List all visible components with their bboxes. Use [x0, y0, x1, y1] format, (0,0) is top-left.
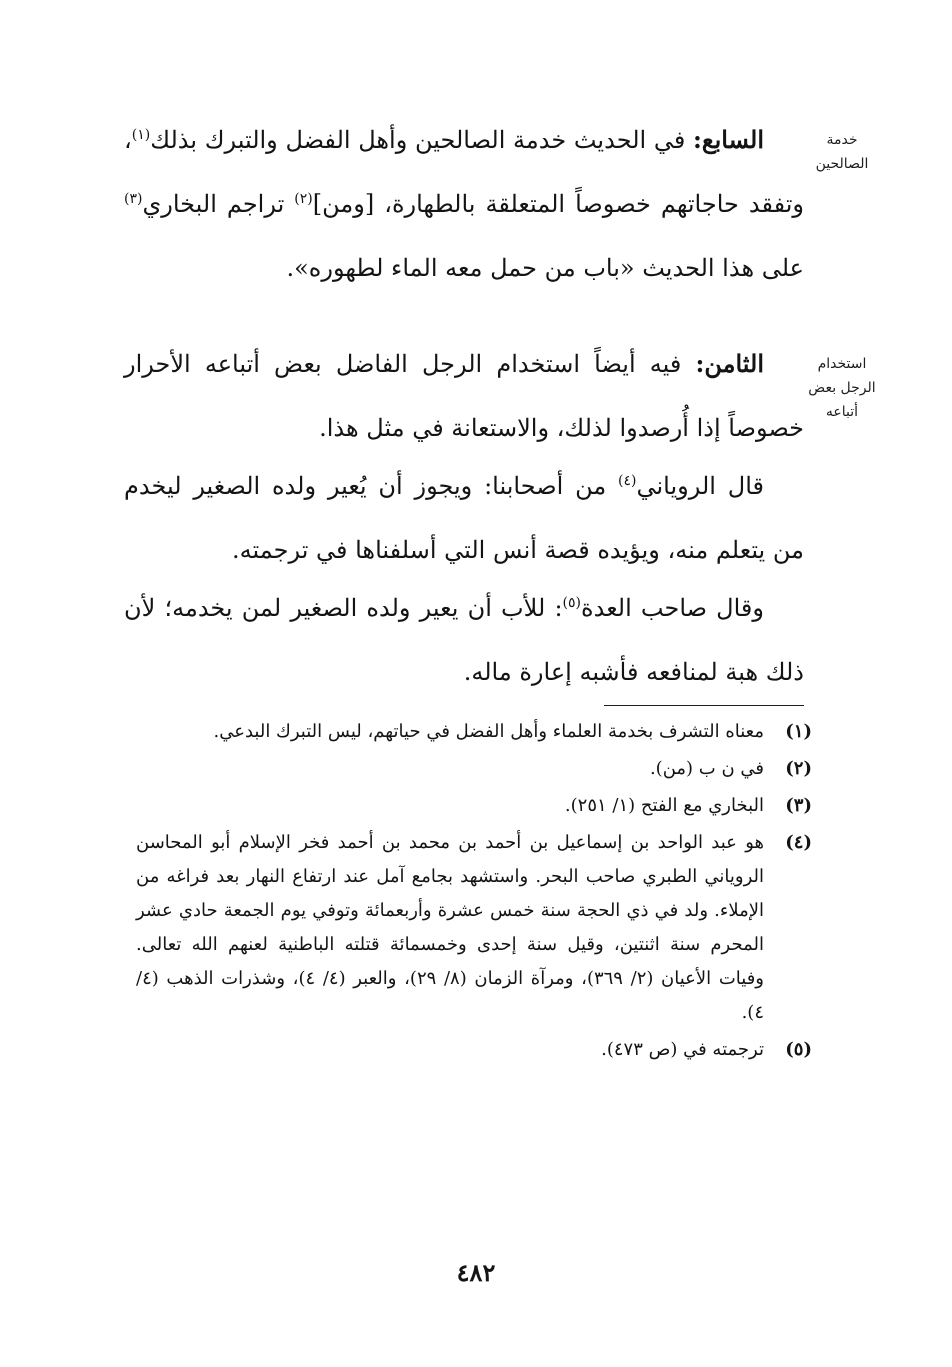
- footnote-number: (٤): [785, 832, 812, 853]
- paragraph-text: ، وتفقد حاجاتهم خصوصاً المتعلقة بالطهارة، [ومن]: [124, 126, 805, 218]
- margin-note-2: [792, 352, 892, 424]
- footnote-number: (١): [785, 721, 812, 742]
- footnote-ref[interactable]: (٣): [124, 191, 143, 207]
- footnote-ref[interactable]: (٢): [294, 191, 313, 207]
- footnote-text: البخاري مع الفتح (١/ ٢٥١).: [564, 795, 764, 816]
- paragraph-text: قال الروياني: [636, 472, 765, 500]
- paragraph-lead: السابع:: [692, 125, 764, 154]
- margin-note-line: الصالحين: [815, 156, 869, 172]
- paragraph-text: فيه أيضاً استخدام الرجل الفاضل بعض أتباعه الأحرار خصوصاً إذا أُرصدوا لذلك، والاستعانة في مثل هذا.: [124, 350, 804, 442]
- footnote-ref[interactable]: (٤): [618, 473, 637, 489]
- footnote-text: ترجمته في (ص ٤٧٣).: [601, 1039, 764, 1060]
- footnote: [136, 752, 812, 786]
- paragraph-seventh: [124, 108, 804, 300]
- paragraph-text: على هذا الحديث «باب من حمل معه الماء لطهوره».: [286, 254, 804, 282]
- footnote: [136, 789, 812, 823]
- paragraph-text: تراجم البخاري: [142, 190, 295, 218]
- footnote-number: (٣): [785, 795, 812, 816]
- paragraph-eighth: [124, 332, 804, 460]
- footnote-ref[interactable]: (١): [131, 127, 151, 143]
- footnote-number: (٢): [785, 758, 812, 779]
- footnote-ref[interactable]: (٥): [562, 595, 582, 611]
- paragraph-text: في الحديث خدمة الصالحين وأهل الفضل والتبرك بذلك: [150, 126, 693, 154]
- footnote-separator: [604, 705, 804, 706]
- footnote-text: هو عبد الواحد بن إسماعيل بن أحمد بن محمد بن أحمد فخر الإسلام أبو المحاسن الروياني الطبري صاحب البحر. واستشهد بجامع آمل عند ارتفاع النهار بعد فراغه من الإملاء. ولد في ذي الحجة سنة خمس عشرة وأربعمائة وتوفي يوم الجمعة حادي عشر المحرم سنة اثنتين، وقيل سنة إحدى وخمسمائة قتلته الباطنية لعنهم الله تعالى. وفيات الأعيان (٢/ ٣٦٩)، ومرآة الزمان (٨/ ٢٩)، والعبر (٤/ ٤)، وشذرات الذهب (٤/ ٤).: [136, 832, 764, 1023]
- margin-note-line: خدمة: [826, 132, 858, 148]
- paragraph-text: وقال صاحب العدة: [581, 594, 764, 622]
- page-number: ٤٨٢: [456, 1258, 496, 1287]
- paragraph-ruyani: [124, 454, 804, 582]
- footnote-text: في ن ب (من).: [649, 758, 764, 779]
- margin-note-line: استخدام: [817, 356, 867, 372]
- paragraph-lead: الثامن:: [695, 349, 764, 378]
- footnote-number: (٥): [785, 1039, 812, 1060]
- margin-note-line: أتباعه: [825, 404, 859, 420]
- footnote: [136, 826, 812, 1030]
- paragraph-udda: [124, 576, 804, 704]
- paragraph-text: من أصحابنا: ويجوز أن يُعير ولده الصغير ليخدم من يتعلم منه، ويؤيده قصة أنس التي أسلفناها في ترجمته.: [124, 472, 804, 564]
- paragraph-text: : للأب أن يعير ولده الصغير لمن يخدمه؛ لأن ذلك هبة لمنافعه فأشبه إعارة ماله.: [124, 594, 804, 686]
- footnote: [136, 715, 812, 749]
- margin-note-line: الرجل بعض: [808, 380, 876, 396]
- footnote-text: معناه التشرف بخدمة العلماء وأهل الفضل في حياتهم، ليس التبرك البدعي.: [213, 721, 764, 742]
- margin-note-1: [792, 128, 892, 176]
- footnotes: [136, 715, 812, 1070]
- footnote: [136, 1033, 812, 1067]
